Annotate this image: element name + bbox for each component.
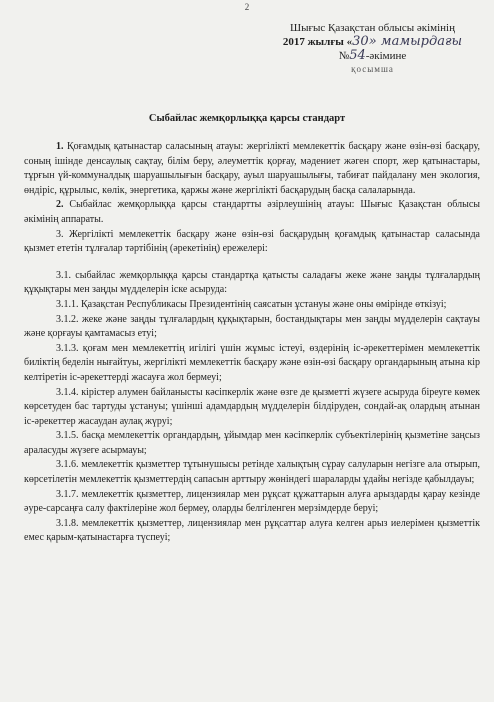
document-title: Сыбайлас жемқорлыққа қарсы стандарт (148, 113, 346, 124)
document-body (24, 140, 480, 546)
approval-number-suffix: -әкімине (365, 50, 407, 62)
approval-number-handwritten: 54 (349, 48, 366, 63)
approval-line-2 (255, 35, 490, 49)
approval-date-handwritten: 30» мамырдағы (352, 34, 463, 49)
paragraph-1 (24, 140, 480, 198)
paragraph-2 (24, 198, 480, 227)
approval-line-4: қосымша (351, 64, 394, 74)
paragraph-3-1-7: 3.1.7. мемлекеттік қызметтер, лицензиялар мен рұқсат құжаттарын алуға арыздарды қарау кезінде әуре-сарсаңға салу фактілеріне жол бермеу, оларды белгіленген мерзімдерде беруі; (24, 488, 480, 515)
approval-line-3 (255, 49, 490, 63)
paragraph-3: 3. Жергілікті мемлекеттік басқару және өзін-өзі басқарудың қоғамдық қатынастар саласында қызмет ететін тұлғалар тәртібінің (әрекетінің) ережелері: (24, 228, 480, 255)
paragraph-3-1-3: 3.1.3. қоғам мен мемлекеттің игілігі үшін жұмыс істеуі, өздерінің іс-әрекеттерімен мемлекеттік биліктің беделін нығайтуы, жергілікті мемлекеттік басқару және өзін-өзі басқару органдарының атына кір келтіретін іс-әрекеттерді жасауға жол бермеуі; (24, 342, 480, 383)
paragraph-text: Сыбайлас жемқорлыққа қарсы стандартты әзірлеушінің атауы: Шығыс Қазақстан облысы әкімінің аппараты. (24, 199, 481, 225)
paragraph-3-1-6: 3.1.6. мемлекеттік қызметтер тұтынушысы ретінде халықтың сұрау салуларын негізге ала отырып, көрсетілетін мемлекеттік қызметтердің сапасын арттыру жөніндегі шараларды ұдайы негізде қабылдауы; (24, 459, 480, 486)
paragraph-3-1-5: 3.1.5. басқа мемлекеттік органдардың, ұйымдар мен кәсіпкерлік субъектілерінің қызметіне заңсыз араласуды жүзеге асырмауы; (24, 430, 480, 456)
approval-date-prefix: 2017 жылғы « (282, 36, 353, 48)
paragraph-text: Қоғамдық қатынастар саласының атауы: жергілікті мемлекеттік басқару және өзін-өзі басқару, соның ішінде денсаулық сақтау, білім беру, әлеуметтік қорғау, мәдениет жәген спорт, жер қатынастары, тұрғын үй-коммуналдық шаруашылығын басқару, ауыл шаруашылығы, табиғат пайдалану мен экология, өндіріс, құрылыс, көлік, энергетика, қаржы және жергілікті басқарудың басқа салаларында. (24, 141, 481, 196)
paragraph-3-1-8: 3.1.8. мемлекеттік қызметтер, лицензиялар мен рұқсаттар алуға келген арыз иелерімен қызметтік емес қарым-қатынастарға түспеуі; (24, 517, 480, 544)
page-number: 2 (244, 2, 250, 12)
paragraph-3-1-2: 3.1.2. жеке және заңды тұлғалардың құқықтарын, бостандықтары мен заңды мүдделерін сақтауы және қорғауы қамтамасыз етуі; (24, 313, 480, 340)
paragraph-3-1: 3.1. сыбайлас жемқорлыққа қарсы стандартқа қатысты саладағы жеке және заңды тұлғалардың құқықтары мен заңды мүдделерін іске асыруда: (24, 269, 480, 296)
paragraph-number: 1. (56, 141, 68, 152)
paragraph-3-1-1: 3.1.1. Қазақстан Республикасы Президентінің саясатын ұстануы және оны өмірінде өткізуі; (56, 298, 447, 310)
approval-number-prefix: № (338, 50, 350, 62)
approval-block (255, 22, 490, 76)
approval-line-1: Шығыс Қазақстан облысы әкімінің (289, 22, 455, 34)
paragraph-3-1-4: 3.1.4. кірістер алумен байланысты кәсіпкерлік және өзге де қызметті жүзеге асыруда біреуге көмек көрсетуден бас тартуды ұстануы; үшінші адамдардың мүдделерін білдіруден, сондай-ақ олардың атынан іс-әрекеттер жасаудан аулақ жүруі; (24, 386, 480, 427)
paragraph-number: 2. (56, 199, 70, 211)
